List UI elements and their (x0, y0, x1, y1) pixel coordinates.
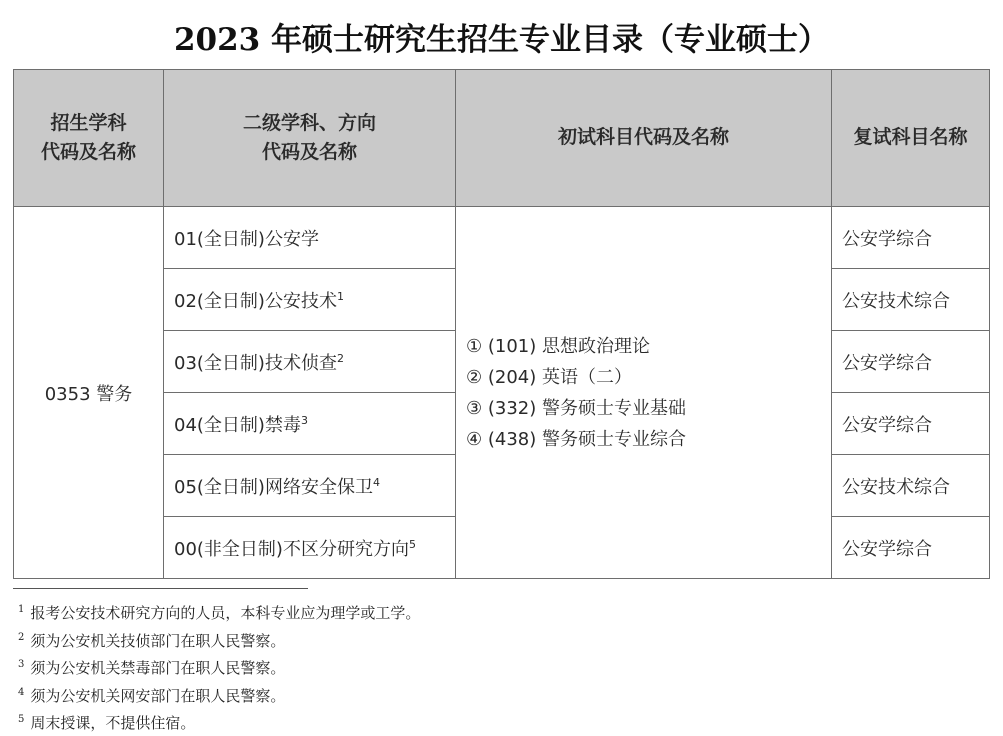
retest-cell: 公安技术综合 (832, 455, 990, 517)
header-retest-subjects: 复试科目名称 (832, 70, 990, 207)
page-title: 2023 年硕士研究生招生专业目录（专业硕士） (173, 22, 830, 58)
exam-subjects-cell (456, 207, 832, 579)
footnote-item: $^5$ 周末授课，不提供住宿。 (18, 714, 196, 732)
direction-cell: 04(全日制)禁毒$^3$ (164, 393, 456, 455)
footnotes (18, 598, 420, 736)
discipline-cell: 0353 警务 (14, 207, 164, 579)
footnote-divider (13, 588, 308, 589)
exam-subject-item: ④ (438) 警务硕士专业综合 (466, 428, 686, 450)
retest-cell: 公安学综合 (832, 393, 990, 455)
direction-cell: 01(全日制)公安学 (164, 207, 456, 269)
table-row (14, 207, 990, 269)
header-discipline: 招生学科 代码及名称 (14, 70, 164, 207)
retest-cell: 公安学综合 (832, 207, 990, 269)
exam-subject-item: ② (204) 英语（二） (466, 366, 632, 388)
retest-cell: 公安学综合 (832, 517, 990, 579)
footnote-item: $^1$ 报考公安技术研究方向的人员，本科专业应为理学或工学。 (18, 604, 421, 622)
direction-cell: 02(全日制)公安技术$^1$ (164, 269, 456, 331)
direction-cell: 05(全日制)网络安全保卫$^4$ (164, 455, 456, 517)
header-direction: 二级学科、方向 代码及名称 (164, 70, 456, 207)
footnote-item: $^3$ 须为公安机关禁毒部门在职人民警察。 (18, 659, 286, 677)
direction-cell: 00(非全日制)不区分研究方向$^5$ (164, 517, 456, 579)
exam-subject-item: ③ (332) 警务硕士专业基础 (466, 397, 686, 419)
header-row (14, 70, 990, 207)
retest-cell: 公安学综合 (832, 331, 990, 393)
exam-subject-item: ① (101) 思想政治理论 (466, 335, 650, 357)
retest-cell: 公安技术综合 (832, 269, 990, 331)
direction-cell: 03(全日制)技术侦查$^2$ (164, 331, 456, 393)
header-exam-subjects: 初试科目代码及名称 (456, 70, 832, 207)
footnote-item: $^4$ 须为公安机关网安部门在职人民警察。 (18, 686, 286, 705)
footnote-item: $^2$ 须为公安机关技侦部门在职人民警察。 (18, 631, 286, 650)
catalog-table (13, 69, 990, 579)
